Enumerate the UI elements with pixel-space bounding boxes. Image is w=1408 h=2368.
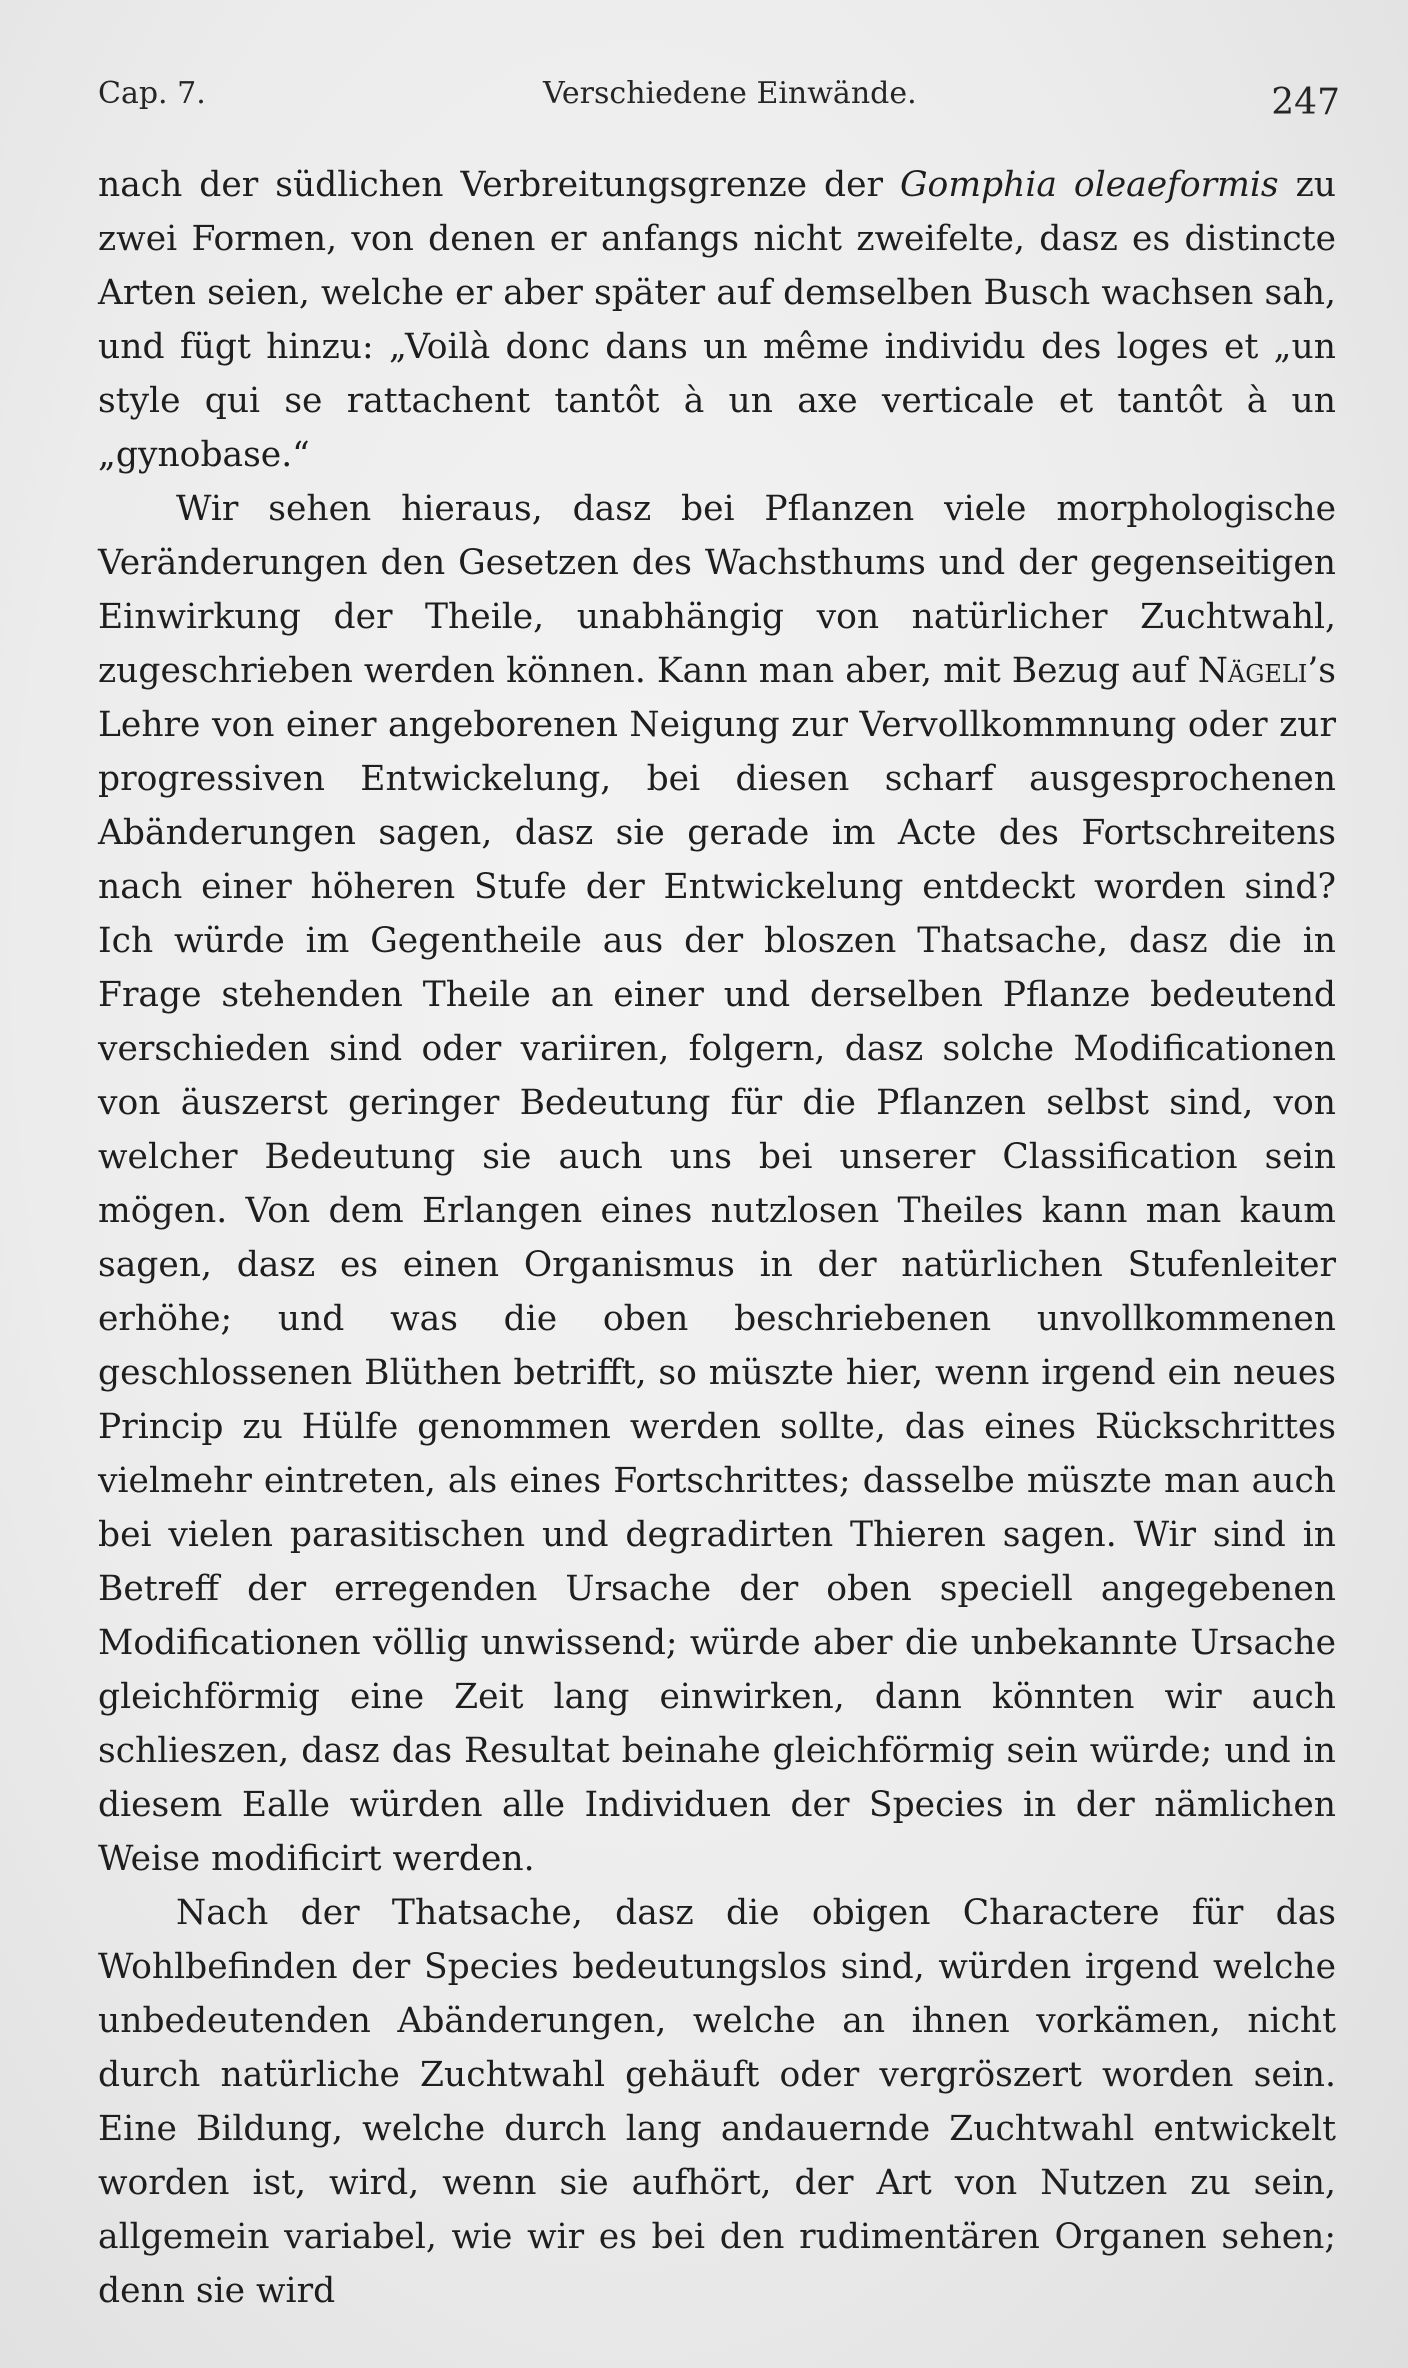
page-number: 247: [1271, 82, 1340, 123]
paragraph-2: [98, 482, 1336, 1886]
paragraph-2-text-a: Wir sehen hieraus, dasz bei Pflanzen viele morphologische Veränderungen den Gesetzen des Wachsthums und der gegenseitigen Einwirkung der Theile, unabhängig von natürlicher Zuchtwahl, zugeschrieben werden können. Kann man aber, mit Bezug auf: [98, 489, 1336, 691]
chapter-label: Cap. 7.: [98, 76, 206, 111]
running-head: [98, 70, 1340, 130]
author-name-smallcaps: Nägeli: [1197, 651, 1308, 691]
species-name-italic: Gomphia oleaeformis: [900, 165, 1279, 205]
paragraph-3: Nach der Thatsache, dasz die obigen Charactere für das Wohlbefinden der Species bedeutungslos sind, würden irgend welche unbedeutenden Abänderungen, welche an ihnen vorkämen, nicht durch natürliche Zuchtwahl gehäuft oder vergröszert worden sein. Eine Bildung, welche durch lang andauernde Zuchtwahl entwickelt worden ist, wird, wenn sie aufhört, der Art von Nutzen zu sein, allgemein variabel, wie wir es bei den rudimentären Organen sehen; denn sie wird: [98, 1893, 1336, 2311]
paragraph-1-text-a: nach der südlichen Verbreitungsgrenze der: [98, 165, 900, 205]
body-text: [98, 158, 1336, 2318]
paragraph-2-text-b: ’s Lehre von einer angeborenen Neigung zur Vervollkommnung oder zur progressiven Entwickelung, bei diesen scharf ausgesprochenen Abänderungen sagen, dasz sie gerade im Acte des Fortschreitens nach einer höheren Stufe der Entwickelung entdeckt worden sind? Ich würde im Gegentheile aus der bloszen Thatsache, dasz die in Frage stehenden Theile an einer und derselben Pflanze bedeutend verschieden sind oder variiren, folgern, dasz solche Modificationen von äuszerst geringer Bedeutung für die Pflanzen selbst sind, von welcher Bedeutung sie auch uns bei unserer Classification sein mögen. Von dem Erlangen eines nutzlosen Theiles kann man kaum sagen, dasz es einen Organismus in der natürlichen Stufenleiter erhöhe; und was die oben beschriebenen unvollkommenen geschlossenen Blüthen betrifft, so müszte hier, wenn irgend ein neues Princip zu Hülfe genommen werden sollte, das eines Rückschrittes vielmehr eintreten, als eines Fortschrittes; dasselbe müszte man auch bei vielen parasitischen und degradirten Thieren sagen. Wir sind in Betreff der erregenden Ursache der oben speciell angegebenen Modificationen völlig unwissend; würde aber die unbekannte Ursache gleichförmig eine Zeit lang einwirken, dann könnten wir auch schlieszen, dasz das Resultat beinahe gleichförmig sein würde; und in diesem Ealle würden alle Individuen der Species in der nämlichen Weise modificirt werden.: [98, 651, 1336, 1879]
paragraph-1-text-b: zu zwei Formen, von denen er anfangs nicht zweifelte, dasz es distincte Arten seien, welche er aber später auf demselben Busch wachsen sah, und fügt hinzu: „Voilà donc dans un même individu des loges et „un style qui se rattachent tantôt à un axe verticale et tantôt à un „gynobase.“: [98, 165, 1336, 475]
paragraph-1: [98, 158, 1336, 482]
running-title: Verschiedene Einwände.: [543, 76, 917, 111]
